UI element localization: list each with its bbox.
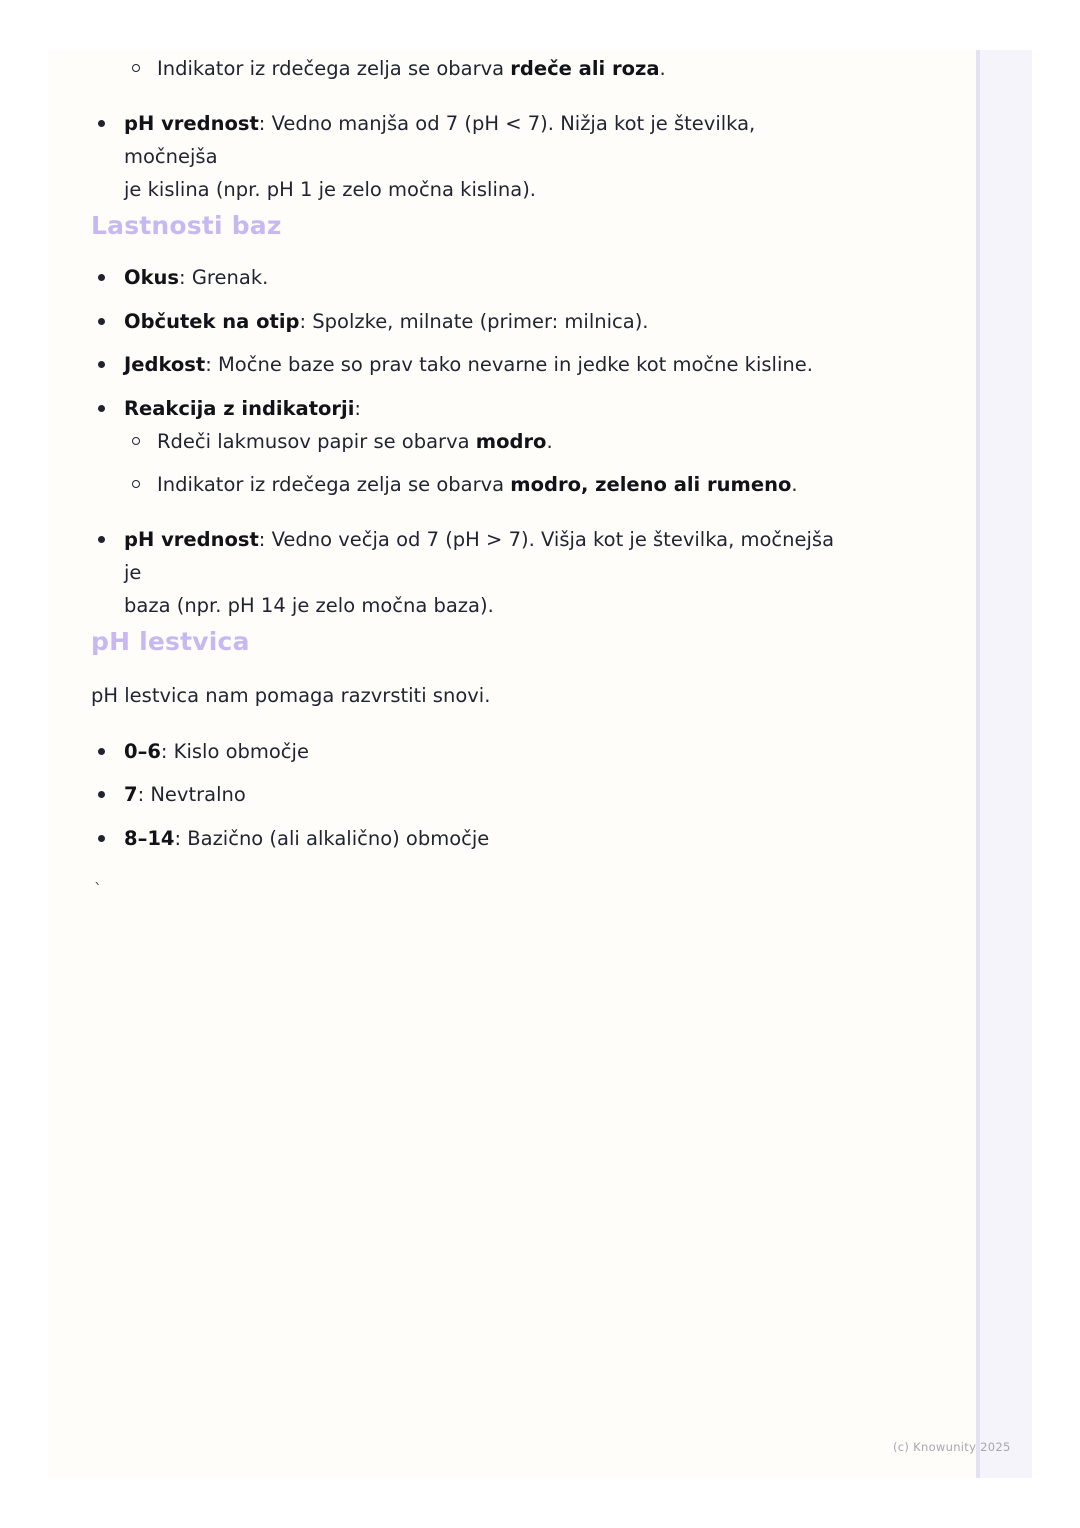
bases-item-taste: Okus: Grenak.: [124, 261, 844, 294]
bullet-icon: [98, 361, 105, 368]
side-panel: [976, 50, 1032, 1478]
bullet-icon: [98, 405, 105, 412]
bases-indicator-cabbage: Indikator iz rdečega zelja se obarva modro, zeleno ali rumeno.: [157, 468, 857, 501]
bases-item-corrosiveness: Jedkost: Močne baze so prav tako nevarne in jedke kot močne kisline.: [124, 348, 844, 381]
bullet-icon: [98, 748, 105, 755]
stray-backtick: `: [94, 880, 102, 899]
ph-scale-heading: pH lestvica: [91, 627, 250, 656]
circle-bullet-icon: [132, 480, 140, 488]
bullet-icon: [98, 120, 105, 127]
ph-scale-item-basic: 8–14: Bazično (ali alkalično) območje: [124, 822, 844, 855]
document-page: [48, 50, 976, 1478]
ph-scale-item-acidic: 0–6: Kislo območje: [124, 735, 844, 768]
bullet-icon: [98, 274, 105, 281]
acid-indicator-item: Indikator iz rdečega zelja se obarva rdeče ali roza.: [157, 52, 857, 85]
circle-bullet-icon: [132, 64, 140, 72]
acid-ph-item: pH vrednost: Vedno manjša od 7 (pH < 7). Nižja kot je številka, močnejša je kislina (npr. pH 1 je zelo močna kislina).: [124, 107, 844, 206]
bases-heading: Lastnosti baz: [91, 211, 282, 240]
bases-indicator-litmus: Rdeči lakmusov papir se obarva modro.: [157, 425, 857, 458]
bases-item-indicators: Reakcija z indikatorji:: [124, 392, 844, 425]
circle-bullet-icon: [132, 437, 140, 445]
bases-item-touch: Občutek na otip: Spolzke, milnate (primer: milnica).: [124, 305, 844, 338]
ph-scale-intro: pH lestvica nam pomaga razvrstiti snovi.: [91, 684, 491, 707]
ph-scale-item-neutral: 7: Nevtralno: [124, 778, 844, 811]
copyright-footer: (c) Knowunity 2025: [893, 1440, 1011, 1454]
bullet-icon: [98, 791, 105, 798]
bullet-icon: [98, 536, 105, 543]
bullet-icon: [98, 318, 105, 325]
bases-ph-item: pH vrednost: Vedno večja od 7 (pH > 7). Višja kot je številka, močnejša je baza (npr. pH 14 je zelo močna baza).: [124, 523, 844, 622]
bullet-icon: [98, 835, 105, 842]
